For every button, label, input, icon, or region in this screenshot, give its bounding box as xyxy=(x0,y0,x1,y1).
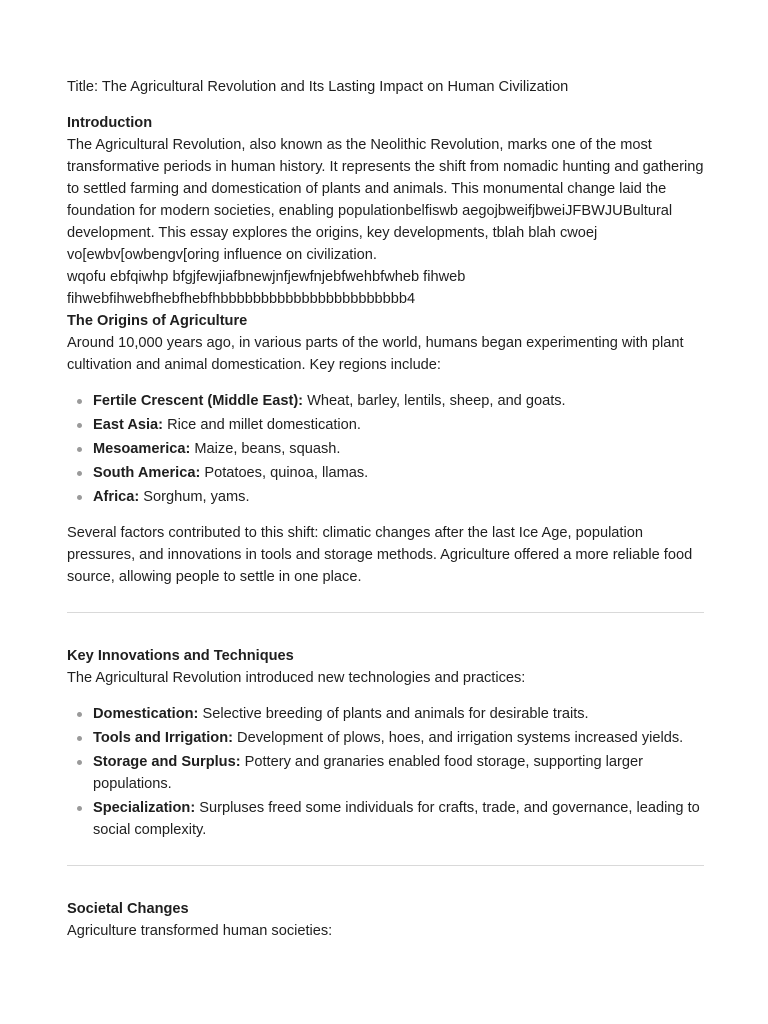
list-item-text: Rice and millet domestication. xyxy=(163,417,361,433)
societal-section xyxy=(67,898,704,942)
origins-list xyxy=(67,390,704,508)
societal-intro: Agriculture transformed human societies: xyxy=(67,923,333,939)
list-item xyxy=(93,462,704,484)
introduction-extra-line-1: wqofu ebfqiwhp bfgjfewjiafbnewjnfjewfnjebfwehbfwheb fihweb xyxy=(67,269,466,285)
list-item-term: Domestication: xyxy=(93,706,199,722)
innovations-heading: Key Innovations and Techniques xyxy=(67,648,294,664)
innovations-section xyxy=(67,645,704,841)
innovations-list xyxy=(67,703,704,841)
list-item-text: Wheat, barley, lentils, sheep, and goats. xyxy=(303,393,566,409)
list-item xyxy=(93,390,704,412)
introduction-body: The Agricultural Revolution, also known as the Neolithic Revolution, marks one of the most transformative periods in human history. It represents the shift from nomadic hunting and gathering to settled farming and domestication of plants and animals. This monumental change laid the foundation for modern societies, enabling populationbelfiswb aegojbweifjbweiJFBWJUBultural development. This essay explores the origins, key developments, tblah blah cwoej vo[ewbv[owbengv[oring influence on civilization. xyxy=(67,137,704,263)
societal-heading: Societal Changes xyxy=(67,901,189,917)
list-item xyxy=(93,703,704,725)
introduction-extra-line-2: fihwebfihwebfhebfhebfhbbbbbbbbbbbbbbbbbbbbbbb4 xyxy=(67,291,416,307)
list-item-text: Potatoes, quinoa, llamas. xyxy=(200,465,369,481)
list-item-text: Development of plows, hoes, and irrigation systems increased yields. xyxy=(233,730,684,746)
list-item-term: Tools and Irrigation: xyxy=(93,730,233,746)
list-item-term: Fertile Crescent (Middle East): xyxy=(93,393,304,409)
list-item-text: Selective breeding of plants and animals for desirable traits. xyxy=(198,706,589,722)
list-item xyxy=(93,751,704,795)
introduction-section xyxy=(67,112,704,310)
section-divider xyxy=(67,612,704,613)
introduction-heading: Introduction xyxy=(67,115,153,131)
list-item-term: East Asia: xyxy=(93,417,164,433)
list-item-term: Storage and Surplus: xyxy=(93,754,241,770)
list-item xyxy=(93,414,704,436)
list-item-text: Sorghum, yams. xyxy=(139,489,250,505)
list-item xyxy=(93,797,704,841)
list-item xyxy=(93,438,704,460)
list-item-text: Surpluses freed some individuals for crafts, trade, and governance, leading to social complexity. xyxy=(93,800,700,838)
list-item-text: Pottery and granaries enabled food storage, supporting larger populations. xyxy=(93,754,643,792)
document-title: Title: The Agricultural Revolution and Its Lasting Impact on Human Civilization xyxy=(67,79,569,95)
section-divider xyxy=(67,865,704,866)
list-item-term: Specialization: xyxy=(93,800,196,816)
list-item-term: Africa: xyxy=(93,489,140,505)
origins-heading: The Origins of Agriculture xyxy=(67,313,248,329)
origins-section xyxy=(67,310,704,588)
origins-intro: Around 10,000 years ago, in various parts of the world, humans began experimenting with plant cultivation and animal domestication. Key regions include: xyxy=(67,335,684,373)
innovations-intro: The Agricultural Revolution introduced new technologies and practices: xyxy=(67,670,526,686)
list-item-text: Maize, beans, squash. xyxy=(190,441,341,457)
list-item xyxy=(93,486,704,508)
list-item xyxy=(93,727,704,749)
origins-closing: Several factors contributed to this shift: climatic changes after the last Ice Age, population pressures, and innovations in tools and storage methods. Agriculture offered a more reliable food source, allowing people to settle in one place. xyxy=(67,525,693,585)
list-item-term: South America: xyxy=(93,465,201,481)
list-item-term: Mesoamerica: xyxy=(93,441,191,457)
